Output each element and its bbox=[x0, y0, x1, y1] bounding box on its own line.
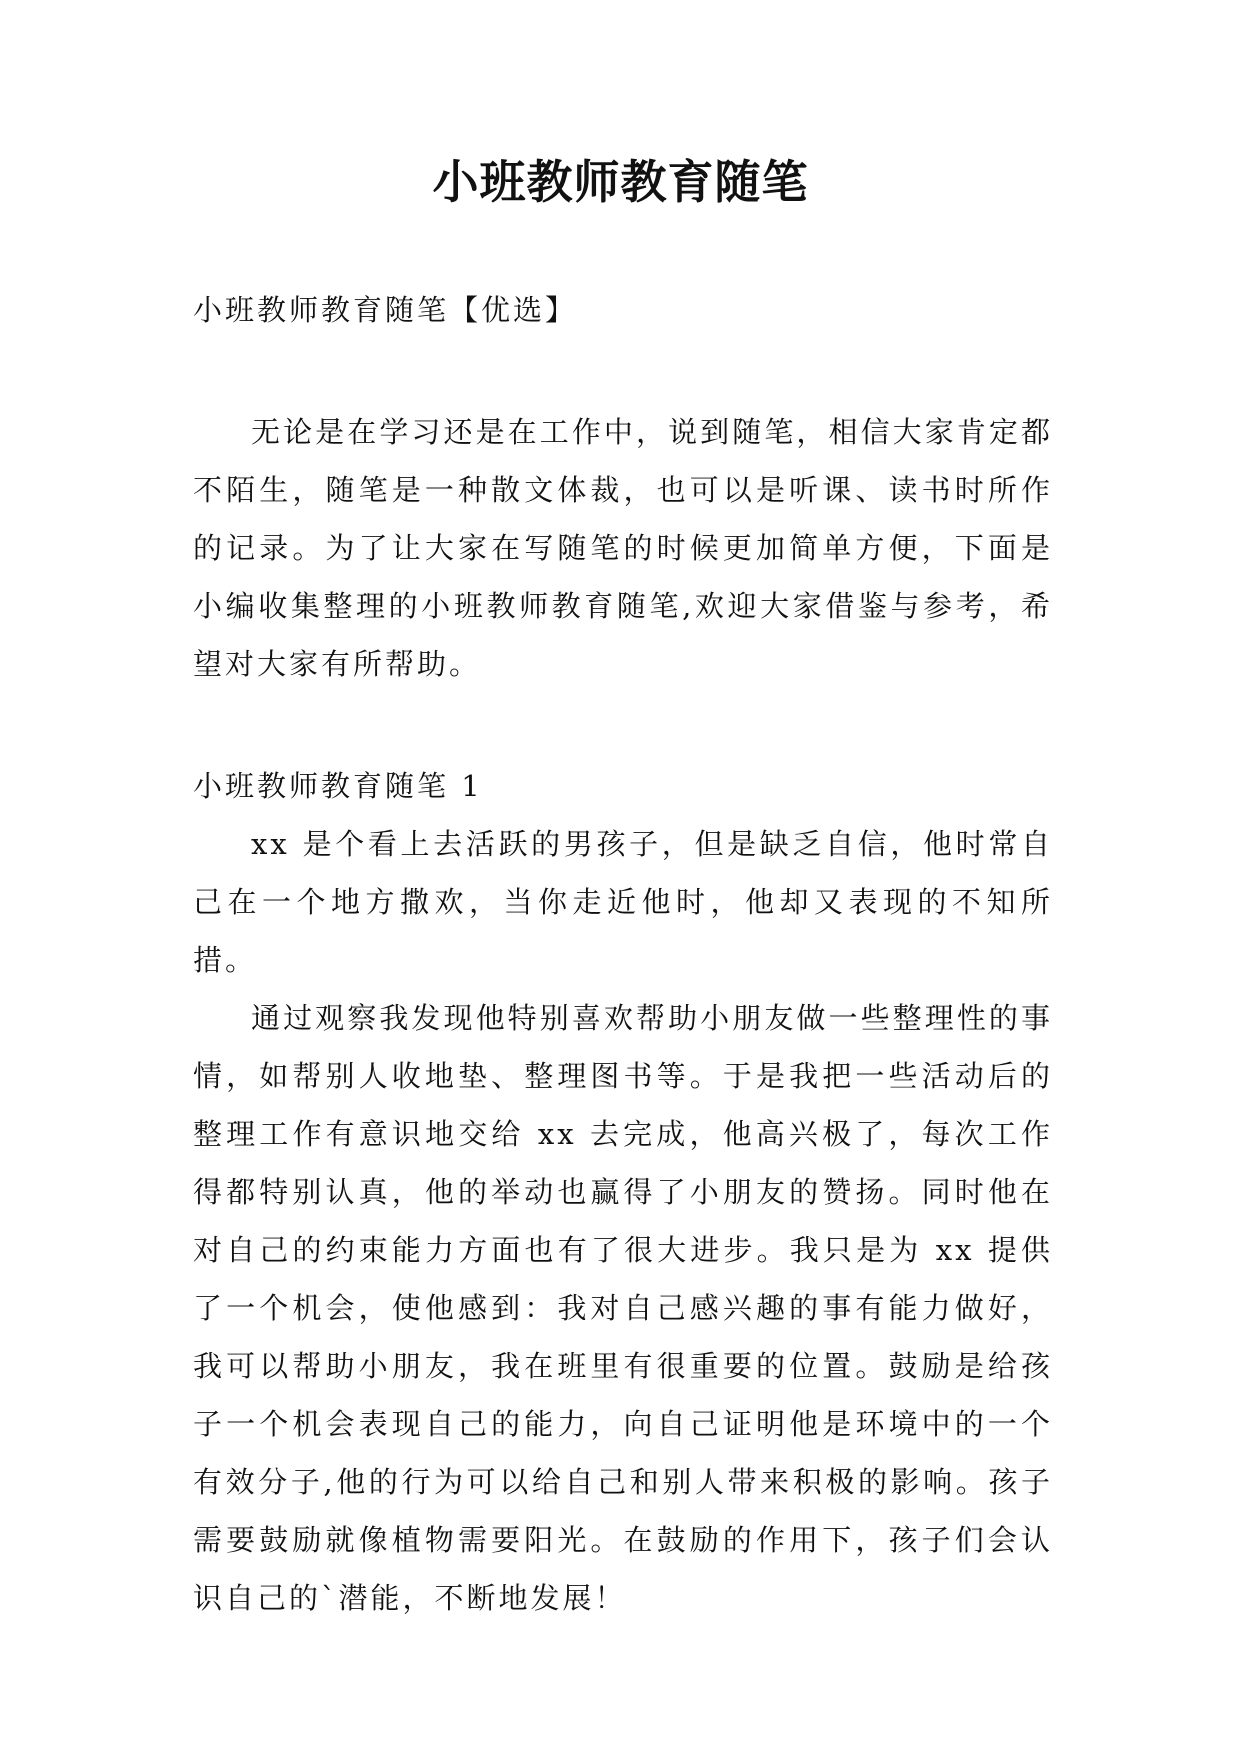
intro-paragraph: 无论是在学习还是在工作中，说到随笔，相信大家肯定都不陌生，随笔是一种散文体裁，也可以是听课、读书时所作的记录。为了让大家在写随笔的时候更加简单方便，下面是小编收集整理的小班教师教育随笔,欢迎大家借鉴与参考，希望对大家有所帮助。 bbox=[193, 415, 1053, 681]
body-paragraph-2: 通过观察我发现他特别喜欢帮助小朋友做一些整理性的事情，如帮别人收地垫、整理图书等。于是我把一些活动后的整理工作有意识地交给 xx 去完成，他高兴极了，每次工作得都特别认真，他的举动也赢得了小朋友的赞扬。同时他在对自己的约束能力方面也有了很大进步。我只是为 xx 提供了一个机会，使他感到：我对自己感兴趣的事有能力做好，我可以帮助小朋友，我在班里有很重要的位置。鼓励是给孩子一个机会表现自己的能力，向自己证明他是环境中的一个有效分子,他的行为可以给自己和别人带来积极的影响。孩子需要鼓励就像植物需要阳光。在鼓励的作用下，孩子们会认识自己的`潜能，不断地发展！ bbox=[193, 1001, 1053, 1615]
document-subtitle: 小班教师教育随笔【优选】 bbox=[193, 293, 578, 327]
page-title: 小班教师教育随笔 bbox=[432, 155, 809, 209]
body-paragraph-1: xx 是个看上去活跃的男孩子，但是缺乏自信，他时常自己在一个地方撒欢，当你走近他时，他却又表现的不知所措。 bbox=[193, 827, 1053, 977]
section-body bbox=[193, 815, 1053, 1627]
section-heading: 小班教师教育随笔 1 bbox=[193, 769, 483, 803]
intro-section bbox=[193, 403, 1053, 693]
